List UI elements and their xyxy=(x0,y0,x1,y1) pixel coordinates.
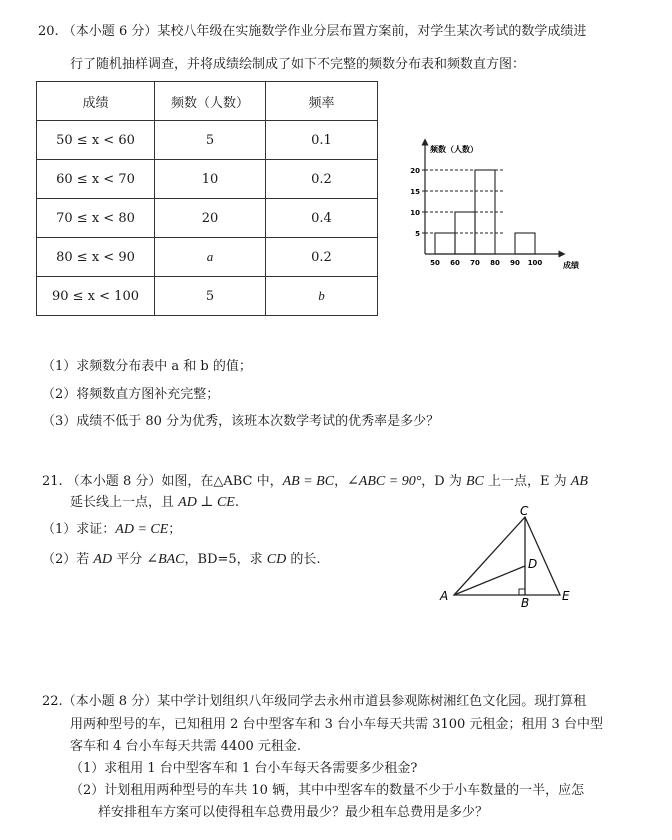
histogram-ylabel: 频数（人数） xyxy=(430,145,478,154)
table-cell-count: 5 xyxy=(155,121,266,160)
x-tick-label: 90 xyxy=(510,259,520,267)
q21-text: （1）求证： xyxy=(42,522,116,537)
table-cell-score: 50 ≤ x < 60 xyxy=(37,121,155,160)
y-tick-label: 20 xyxy=(410,167,420,175)
table-cell-frequency: 0.2 xyxy=(266,160,378,199)
q20-sub2: （2）将频数直方图补充完整； xyxy=(42,387,220,402)
q20-stem-line1: 20. （本小题 6 分）某校八年级在实施数学作业分层布置方案前，对学生某次考试的数学成绩进 xyxy=(38,24,587,39)
q22-stem-line1: 22.（本小题 8 分）某中学计划组织八年级同学去永州市道县参观陈树湘红色文化园。现打算租 xyxy=(42,694,587,709)
q21-text: （2）若 xyxy=(42,552,94,567)
q21-text: 的长. xyxy=(286,552,321,567)
label-e: E xyxy=(562,589,570,603)
q21-text: 上一点，E 为 xyxy=(483,474,571,489)
label-c: C xyxy=(520,504,529,518)
table-header: 频率 xyxy=(266,82,378,121)
table-cell-score: 70 ≤ x < 80 xyxy=(37,199,155,238)
q21-math: AD = CE xyxy=(115,522,169,537)
q21-stem-line2 xyxy=(70,494,239,512)
q20-sub3: （3）成绩不低于 80 分为优秀，该班本次数学考试的优秀率是多少？ xyxy=(42,414,440,429)
table-cell-count: 10 xyxy=(155,160,266,199)
q21-text: ， xyxy=(334,474,348,489)
y-tick-label: 10 xyxy=(410,209,420,217)
q21-math: ∠ABC = 90° xyxy=(347,474,422,489)
table-cell-score: 90 ≤ x < 100 xyxy=(37,277,155,316)
x-tick-label: 100 xyxy=(527,259,543,267)
frequency-table xyxy=(36,81,378,316)
table-row xyxy=(37,277,378,316)
q20-sub1: （1）求频数分布表中 a 和 b 的值； xyxy=(42,359,252,374)
table-cell-score: 60 ≤ x < 70 xyxy=(37,160,155,199)
table-header-row xyxy=(37,82,378,121)
q21-text: 延长线上一点，且 xyxy=(70,495,179,510)
x-tick-label: 70 xyxy=(470,259,480,267)
table-cell-frequency: 0.4 xyxy=(266,199,378,238)
x-tick-label: 80 xyxy=(490,259,500,267)
x-tick-label: 50 xyxy=(430,259,440,267)
y-tick-label: 15 xyxy=(410,188,420,196)
table-row xyxy=(37,199,378,238)
q21-text: . xyxy=(234,495,239,510)
table-cell-count: a xyxy=(155,238,266,277)
q20-stem-line2: 行了随机抽样调查，并将成绩绘制成了如下不完整的频数分布表和频数直方图： xyxy=(70,57,526,72)
table-cell-frequency: 0.2 xyxy=(266,238,378,277)
table-row xyxy=(37,160,378,199)
q21-sub1 xyxy=(42,521,181,539)
table-row xyxy=(37,238,378,277)
q22-stem-line3: 客车和 4 台小车每天共需 4400 元租金. xyxy=(70,739,302,754)
table-row xyxy=(37,121,378,160)
q21-math: AB xyxy=(570,474,588,489)
q22-stem-line2: 用两种型号的车，已知租用 2 台中型客车和 3 台小车每天共需 3100 元租金；租用 3 台中型 xyxy=(70,717,603,732)
q21-math: AD xyxy=(93,552,113,567)
q21-math: AB = BC xyxy=(282,474,335,489)
label-a: A xyxy=(440,589,449,603)
histogram-bar xyxy=(515,233,535,254)
table-cell-score: 80 ≤ x < 90 xyxy=(37,238,155,277)
q21-text: ，BD=5，求 xyxy=(184,552,267,567)
table-header: 成绩 xyxy=(37,82,155,121)
table-cell-count: 5 xyxy=(155,277,266,316)
table-cell-frequency: b xyxy=(266,277,378,316)
triangle-ace xyxy=(454,517,560,595)
q21-text: ； xyxy=(168,522,182,537)
table-cell-frequency: 0.1 xyxy=(266,121,378,160)
q21-text: 平分 xyxy=(112,552,147,567)
x-tick-label: 60 xyxy=(450,259,460,267)
q21-math: CD xyxy=(266,552,287,567)
q21-sub2 xyxy=(42,551,321,569)
frequency-histogram xyxy=(400,130,600,280)
q21-stem-line1 xyxy=(42,473,588,491)
q22-sub1: （1）求租用 1 台中型客车和 1 台小车每天各需要多少租金? xyxy=(70,761,418,776)
triangle-figure xyxy=(430,500,580,615)
histogram-bar xyxy=(435,233,455,254)
q21-math: AD ⊥ CE xyxy=(178,495,235,510)
y-tick-label: 5 xyxy=(415,230,420,238)
segment-ad xyxy=(454,566,525,595)
histogram-x-ticks xyxy=(430,259,542,267)
q22-sub2-line1: （2）计划租用两种型号的车共 10 辆，其中中型客车的数量不少于小车数量的一半，应怎 xyxy=(70,783,585,798)
histogram-xlabel: 成绩 xyxy=(563,261,579,270)
histogram-guides xyxy=(425,170,505,233)
table-cell-count: 20 xyxy=(155,199,266,238)
q22-sub2-line2: 样安排租车方案可以使得租车总费用最少？最少租车总费用是多少？ xyxy=(98,805,489,820)
q21-math: ∠BAC xyxy=(146,552,185,567)
q21-text: ，D 为 xyxy=(421,474,466,489)
q21-math: BC xyxy=(466,474,484,489)
label-d: D xyxy=(528,557,538,571)
table-header: 频数（人数） xyxy=(155,82,266,121)
q21-text: 21. （本小题 8 分）如图，在△ABC 中， xyxy=(42,474,283,489)
right-angle-mark xyxy=(519,589,525,595)
label-b: B xyxy=(521,596,530,610)
histogram-y-ticks xyxy=(410,167,425,238)
